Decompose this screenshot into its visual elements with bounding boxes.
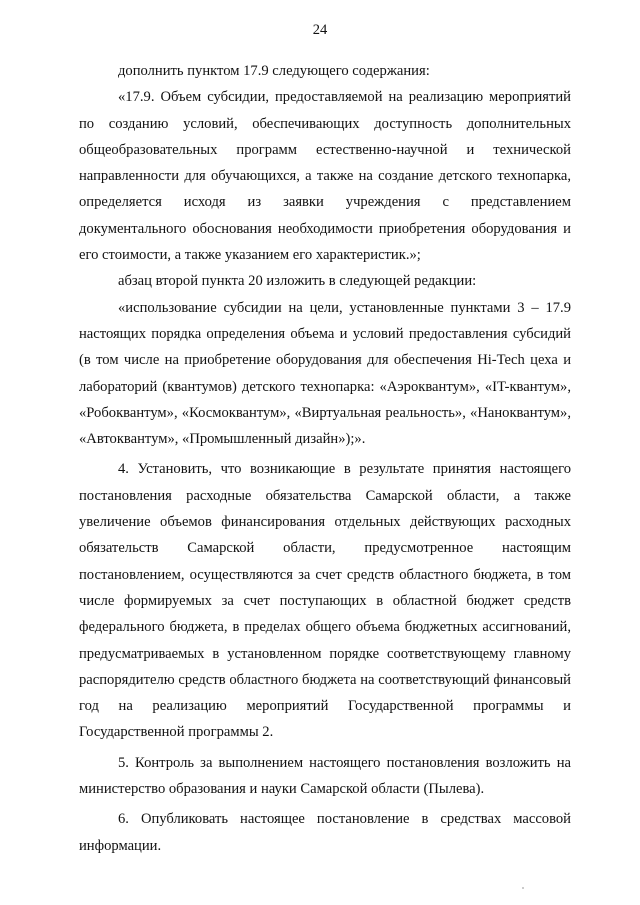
scan-speck	[522, 887, 524, 889]
paragraph-item-4: 4. Установить, что возникающие в результате принятия настоящего постановления расходные обязательства Самарской области, а также увеличение объемов финансирования отдельных действующих расходных обязательств Самарской области, предусмотренное настоящим постановлением, осуществляются за счет средств областного бюджета, в том числе формируемых за счет поступающих в областной бюджет средств федерального бюджета, в пределах общего объема бюджетных ассигнований, предусматриваемых в установленном порядке соответствующему главному распорядителю средств областного бюджета на соответствующий финансовый год на реализацию мероприятий Государственной программы и Государственной программы 2.	[79, 461, 571, 741]
paragraph-amend-clause-20: абзац второй пункта 20 изложить в следующей редакции:	[118, 273, 477, 290]
paragraph-clause-17-9: «17.9. Объем субсидии, предоставляемой на реализацию мероприятий по созданию условий, обеспечивающих доступность дополнительных общеобразовательных программ естественно-научной и технической направленности для обучающихся, а также на создание детского технопарка, определяется исходя из заявки учреждения с представлением документального обоснования необходимости приобретения оборудования и его стоимости, а также указанием его характеристик.»;	[79, 89, 571, 264]
document-body	[79, 58, 571, 859]
paragraph-item-5: 5. Контроль за выполнением настоящего постановления возложить на министерство образования и науки Самарской области (Пылева).	[79, 754, 571, 798]
page-number: 24	[312, 22, 328, 38]
paragraph-item-6: 6. Опубликовать настоящее постановление в средствах массовой информации.	[79, 811, 571, 854]
paragraph-clause-20-text: «использование субсидии на цели, установленные пунктами 3 – 17.9 настоящих порядка определения объема и условий предоставления субсидий (в том числе на приобретение оборудования для обеспечения Hi-Tech цеха и лабораторий (квантумов) детского технопарка: «Аэроквантум», «IT-квантум», «Робоквантум», «Космоквантум», «Виртуальная реальность», «Наноквантум», «Автоквантум», «Промышленный дизайн»);».	[79, 299, 571, 448]
paragraph-amend-intro: дополнить пунктом 17.9 следующего содержания:	[118, 63, 430, 79]
